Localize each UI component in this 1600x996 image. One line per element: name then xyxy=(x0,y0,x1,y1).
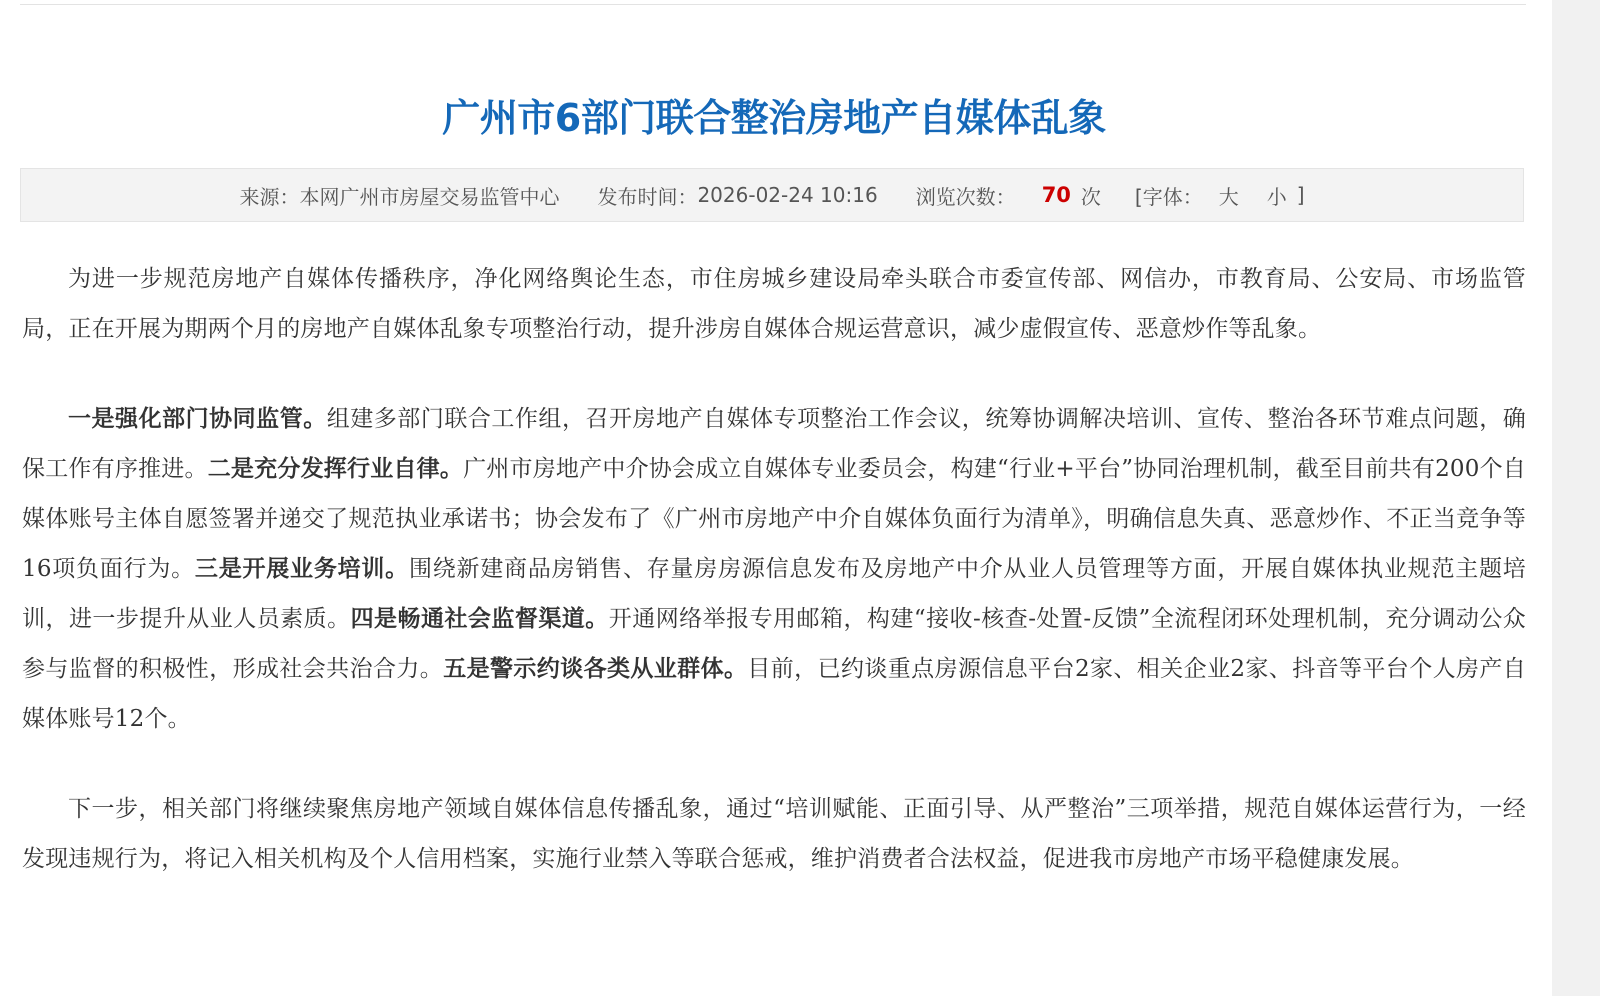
source-value: 本网广州市房屋交易监管中心 xyxy=(299,184,560,209)
measure-1-text: 组建多部门联合工作组，召开房地产自媒体专项整治工作会议，统筹协调解决培训、宣传、整治各环节难点问题，确保工作有序推进。 xyxy=(22,406,1526,482)
measure-4-text: 开通网络举报专用邮箱，构建“接收-核查-处置-反馈”全流程闭环处理机制，充分调动公众参与监督的积极性，形成社会共治合力。 xyxy=(22,606,1527,682)
font-size-large-link[interactable]: 大 xyxy=(1218,184,1239,209)
paragraph-measures xyxy=(22,394,1526,744)
measure-2-heading: 二是充分发挥行业自律。 xyxy=(207,455,464,482)
font-size-close-bracket: ] xyxy=(1296,183,1305,207)
measure-2-text: 广州市房地产中介协会成立自媒体专业委员会，构建“行业+平台”协同治理机制，截至目前共有200个自媒体账号主体自愿签署并递交了规范执业承诺书；协会发布了《广州市房地产中介自媒体负面行为清单》，明确信息失真、恶意炒作、不正当竞争等16项负面行为。 xyxy=(22,456,1526,582)
publish-time-label: 发布时间： xyxy=(597,184,698,209)
view-count-value: 70 xyxy=(1041,183,1071,207)
article-meta-bar xyxy=(20,168,1524,222)
font-size-label: [字体： xyxy=(1134,184,1203,209)
publish-time-value: 2026-02-24 10:16 xyxy=(697,183,878,207)
measure-1-heading: 一是强化部门协同监管。 xyxy=(68,405,327,432)
scrollbar-track[interactable] xyxy=(1552,0,1600,996)
top-divider xyxy=(20,4,1526,5)
source-label: 来源： xyxy=(239,184,300,209)
font-size-small-link[interactable]: 小 xyxy=(1266,184,1287,209)
view-count-label: 浏览次数： xyxy=(915,184,1016,209)
article-title: 广州市6部门联合整治房地产自媒体乱象 xyxy=(442,96,1106,141)
measure-3-heading: 三是开展业务培训。 xyxy=(194,555,409,582)
view-count-unit: 次 xyxy=(1080,184,1101,209)
measure-4-heading: 四是畅通社会监督渠道。 xyxy=(350,605,609,632)
paragraph-intro: 为进一步规范房地产自媒体传播秩序，净化网络舆论生态，市住房城乡建设局牵头联合市委宣传部、网信办，市教育局、公安局、市场监管局，正在开展为期两个月的房地产自媒体乱象专项整治行动，提升涉房自媒体合规运营意识，减少虚假宣传、恶意炒作等乱象。 xyxy=(22,266,1526,342)
measure-5-text: 目前，已约谈重点房源信息平台2家、相关企业2家、抖音等平台个人房产自媒体账号12个。 xyxy=(22,656,1526,732)
measure-3-text: 围绕新建商品房销售、存量房房源信息发布及房地产中介从业人员管理等方面，开展自媒体执业规范主题培训，进一步提升从业人员素质。 xyxy=(22,556,1526,632)
article-body xyxy=(22,254,1526,924)
paragraph-next-steps: 下一步，相关部门将继续聚焦房地产领域自媒体信息传播乱象，通过“培训赋能、正面引导、从严整治”三项举措，规范自媒体运营行为，一经发现违规行为，将记入相关机构及个人信用档案，实施行业禁入等联合惩戒，维护消费者合法权益，促进我市房地产市场平稳健康发展。 xyxy=(22,796,1526,872)
measure-5-heading: 五是警示约谈各类从业群体。 xyxy=(443,655,748,682)
